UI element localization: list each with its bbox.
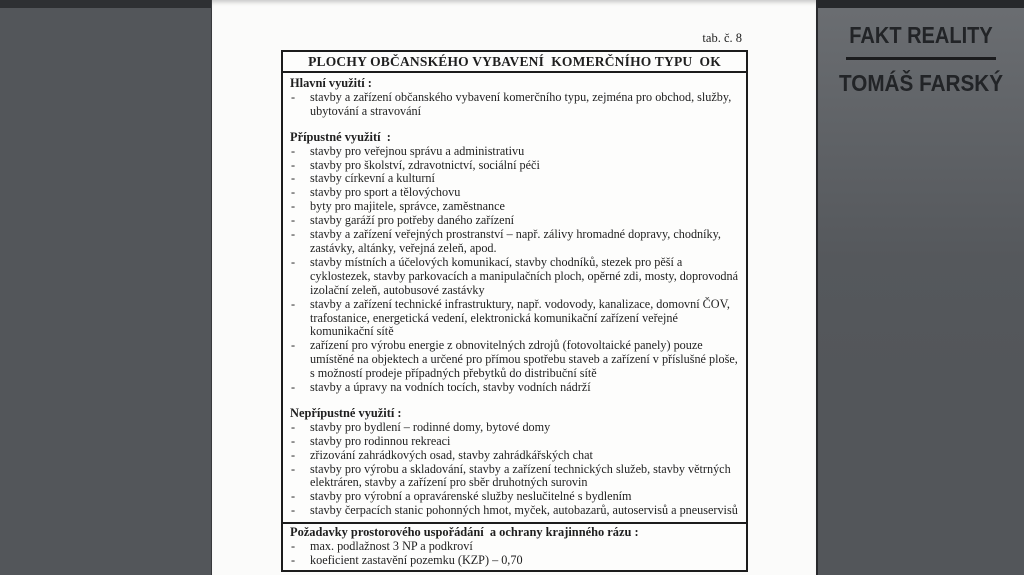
list-item-text: stavby pro výrobu a skladování, stavby a zařízení technických služeb, stavby větrných elektráren, stavby a zařízení pro sběr druhotných surovin (310, 461, 734, 490)
bullet-dash: - (291, 89, 296, 104)
list-item-text: stavby garáží pro potřeby daného zařízení (310, 213, 515, 228)
list-item-text: stavby pro sport a tělovýchovu (310, 185, 461, 200)
list-item (290, 381, 742, 395)
list-item-text: koeficient zastavění pozemku (KZP) – 0,70 (310, 553, 523, 567)
brand-company-name: FAKT REALITY (849, 22, 993, 48)
list-item (290, 421, 742, 435)
list-item-text: stavby pro veřejnou správu a administrativu (310, 143, 525, 158)
brand-agent-name: TOMÁŠ FARSKÝ (838, 70, 1004, 96)
zoning-table (281, 50, 748, 572)
table-footer (283, 522, 746, 570)
list-item-text: stavby a úpravy na vodních tocích, stavby vodních nádrží (310, 380, 591, 395)
list-item (290, 490, 742, 504)
bullet-dash: - (291, 553, 296, 567)
bullet-dash: - (291, 489, 296, 504)
list-item-text: zřizování zahrádkových osad, stavby zahrádkářských chat (310, 447, 593, 462)
list-item-text: max. podlažnost 3 NP a podkroví (310, 539, 473, 554)
bullet-dash: - (291, 447, 296, 462)
list-item-text: stavby pro bydlení – rodinné domy, bytové domy (310, 419, 551, 434)
list-item (290, 91, 742, 119)
document-section (290, 131, 742, 395)
list-item-text: stavby a zařízení občanského vybavení komerčního typu, zejména pro obchod, služby, ubytování a stravování (310, 89, 735, 118)
list-item-text: stavby a zařízení veřejných prostranství – např. zálivy hromadné dopravy, chodníky, zastávky, altánky, veřejná zeleň, apod. (310, 227, 725, 255)
bullet-dash: - (291, 461, 296, 476)
list-item-text: stavby čerpacích stanic pohonných hmot, myček, autobazarů, autoservisů a pneuservisů (310, 503, 738, 518)
list-item (290, 186, 742, 200)
list-item-text: byty pro majitele, správce, zaměstnance (310, 199, 505, 214)
bullet-dash: - (291, 380, 296, 395)
section-heading: Hlavní využití : (290, 76, 372, 90)
brand-divider (846, 57, 996, 60)
list-item-text: stavby církevní a kulturní (310, 171, 435, 186)
bullet-dash: - (291, 227, 296, 242)
list-item (290, 172, 742, 186)
list-item-text: stavby pro školství, zdravotnictví, sociální péči (310, 157, 540, 172)
section-heading: Nepřípustné využití : (290, 405, 402, 420)
bullet-dash: - (291, 185, 296, 200)
bullet-dash: - (291, 199, 296, 214)
list-item (290, 159, 742, 173)
document-section (290, 526, 742, 568)
table-title: PLOCHY OBČANSKÉHO VYBAVENÍ KOMERČNÍHO TYPU OK (283, 52, 746, 73)
bullet-dash: - (291, 419, 296, 434)
list-item (290, 540, 742, 554)
list-item (290, 145, 742, 159)
section-heading: Požadavky prostorového uspořádání a ochrany krajinného rázu : (290, 525, 639, 540)
bullet-dash: - (291, 503, 296, 518)
list-item (290, 449, 742, 463)
bullet-dash: - (291, 433, 296, 448)
document-page (211, 0, 818, 575)
bullet-dash: - (291, 539, 296, 554)
bullet-dash: - (291, 296, 296, 311)
bullet-dash: - (291, 213, 296, 228)
list-item (290, 298, 742, 340)
list-item (290, 214, 742, 228)
list-item (290, 435, 742, 449)
brand-panel (818, 0, 1024, 575)
document-section (290, 77, 742, 119)
section-heading: Přípustné využití : (290, 129, 391, 144)
list-item (290, 339, 742, 381)
document-section (290, 407, 742, 518)
bullet-dash: - (291, 143, 296, 158)
list-item-text: stavby místních a účelových komunikací, stavby chodníků, stezek pro pěší a cyklostezek, stavby parkovacích a manipulačních ploch, opěrné zdi, mosty, doprovodná izolační zeleň, autobusové zastávky (310, 254, 742, 297)
bullet-dash: - (291, 157, 296, 172)
list-item (290, 200, 742, 214)
bullet-dash: - (291, 171, 296, 186)
table-reference-label: tab. č. 8 (702, 31, 742, 45)
list-item-text: stavby pro rodinnou rekreaci (310, 433, 451, 448)
list-item-text: stavby a zařízení technické infrastruktury, např. vodovody, kanalizace, domovní ČOV, trafostanice, energetická vedení, elektronická komunikační zařízení veřejné komunikační sítě (310, 296, 733, 339)
list-item-text: stavby pro výrobní a opravárenské služby neslučitelné s bydlením (310, 489, 632, 504)
list-item-text: zařízení pro výrobu energie z obnovitelných zdrojů (fotovoltaické panely) pouze umístěné na objektech a určené pro přímou spotřebu staveb a zařízení v příslušné ploše, s možností prodeje případných přebytků do distribuční sítě (310, 338, 741, 381)
bullet-dash: - (291, 254, 296, 269)
bullet-dash: - (291, 338, 296, 353)
list-item (290, 504, 742, 518)
list-item (290, 256, 742, 298)
list-item (290, 228, 742, 256)
table-body (283, 73, 746, 522)
list-item (290, 554, 742, 568)
list-item (290, 463, 742, 491)
